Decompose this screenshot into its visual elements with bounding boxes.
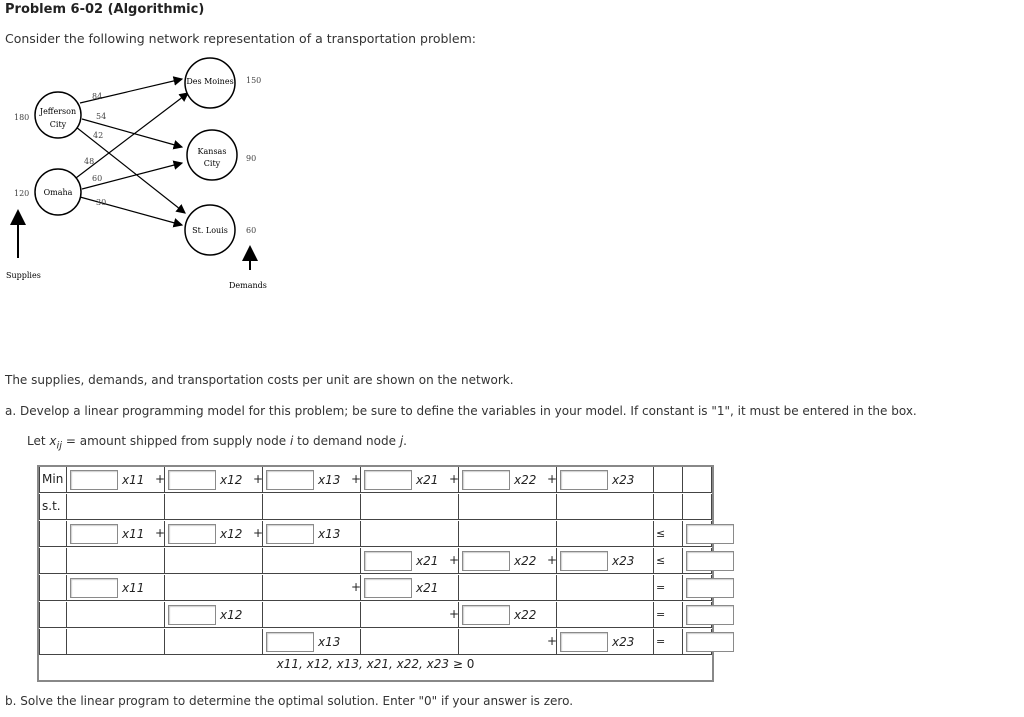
var-label-x13: x13 — [318, 527, 341, 541]
node-kansas-label1: Kansas — [197, 147, 227, 156]
rhs-input[interactable] — [686, 551, 734, 571]
coef-input-x11[interactable] — [70, 524, 118, 544]
lp-cell — [654, 494, 683, 520]
lp-cell — [165, 494, 263, 520]
coef-input-x12[interactable] — [168, 524, 216, 544]
supply-jefferson: 180 — [14, 113, 30, 122]
coef-input-x23[interactable] — [560, 632, 608, 652]
plus-sign: + — [449, 472, 460, 486]
min-label: Min — [42, 472, 64, 486]
lp-cell — [67, 629, 165, 655]
lp-cell — [557, 575, 654, 601]
lp-cell — [263, 548, 361, 574]
demands-label: Demands — [229, 281, 267, 290]
coef-input-x13[interactable] — [266, 470, 314, 490]
var-label-x11: x11 — [122, 473, 145, 487]
let-prefix: Let — [27, 434, 50, 448]
demand-kansas: 90 — [246, 154, 257, 163]
coef-input-x22[interactable] — [462, 551, 510, 571]
lp-model-table — [37, 465, 714, 682]
lp-cell — [557, 602, 654, 628]
constraint-supply-jefferson — [39, 521, 712, 548]
coef-input-x23[interactable] — [560, 470, 608, 490]
lp-cell — [654, 467, 683, 493]
lp-cell — [683, 494, 712, 520]
plus-sign: + — [253, 472, 264, 486]
constraint-demand-desmoines — [39, 575, 712, 602]
st-row — [39, 494, 712, 521]
coef-input-x23[interactable] — [560, 551, 608, 571]
plus-sign: + — [351, 472, 362, 486]
node-jefferson-label1: Jefferson — [39, 107, 77, 116]
plus-sign: + — [449, 607, 460, 621]
node-jefferson-label2: City — [49, 120, 67, 129]
lp-cell — [459, 575, 557, 601]
lp-cell — [263, 494, 361, 520]
let-sub: ij — [56, 440, 63, 452]
supplies-label: Supplies — [6, 271, 41, 280]
let-end: . — [403, 434, 407, 448]
coef-input-x12[interactable] — [168, 470, 216, 490]
var-label-x23: x23 — [612, 473, 635, 487]
st-label: s.t. — [42, 499, 61, 513]
plus-sign: + — [351, 580, 362, 594]
nonneg-ge: ≥ 0 — [452, 657, 475, 671]
var-label-x23: x23 — [612, 635, 635, 649]
lp-cell — [361, 629, 459, 655]
plus-sign: + — [155, 526, 166, 540]
lp-cell — [361, 494, 459, 520]
rhs-input[interactable] — [686, 632, 734, 652]
lp-cell — [557, 494, 654, 520]
lp-cell — [67, 602, 165, 628]
lp-cell — [39, 629, 67, 655]
lp-cell — [165, 629, 263, 655]
let-j: j — [399, 434, 404, 448]
let-i: i — [289, 434, 294, 448]
objective-row — [39, 467, 712, 494]
var-label-x22: x22 — [514, 554, 537, 568]
equal-sign: = — [656, 608, 666, 621]
var-label-x21: x21 — [416, 581, 439, 595]
lp-cell — [459, 494, 557, 520]
problem-title: Problem 6-02 (Algorithmic) — [5, 2, 205, 17]
var-label-x12: x12 — [220, 473, 243, 487]
coef-input-x13[interactable] — [266, 632, 314, 652]
var-label-x21: x21 — [416, 473, 439, 487]
let-mid2: to demand node — [293, 434, 400, 448]
coef-input-x22[interactable] — [462, 470, 510, 490]
node-omaha-label: Omaha — [43, 188, 73, 197]
var-label-x21: x21 — [416, 554, 439, 568]
lp-cell — [165, 575, 263, 601]
intro-text: Consider the following network representation of a transportation problem: — [5, 31, 476, 46]
node-desmoines-label: Des Moines — [186, 77, 234, 86]
plus-sign: + — [547, 634, 558, 648]
lp-cell — [557, 521, 654, 547]
nonnegativity-constraint — [39, 657, 712, 671]
cost-c13: 42 — [93, 131, 104, 140]
part-b-instructions: b. Solve the linear program to determine the optimal solution. Enter "0" if your answer is zero. — [5, 694, 574, 708]
coef-input-x22[interactable] — [462, 605, 510, 625]
coef-input-x21[interactable] — [364, 551, 412, 571]
nonneg-vars: x11, x12, x13, x21, x22, x23 — [276, 657, 450, 671]
coef-input-x12[interactable] — [168, 605, 216, 625]
lp-cell — [67, 494, 165, 520]
var-label-x12: x12 — [220, 527, 243, 541]
node-kansas-label2: City — [203, 159, 221, 168]
cost-c23: 30 — [96, 198, 107, 207]
variable-definition — [27, 434, 407, 451]
cost-c12: 54 — [96, 112, 107, 121]
plus-sign: + — [547, 472, 558, 486]
coef-input-x21[interactable] — [364, 470, 412, 490]
lp-cell — [39, 521, 67, 547]
less-equal-sign: ≤ — [656, 554, 666, 567]
var-label-x23: x23 — [612, 554, 635, 568]
let-var: x — [49, 434, 57, 448]
var-label-x22: x22 — [514, 473, 537, 487]
rhs-input[interactable] — [686, 578, 734, 598]
cost-c21: 48 — [84, 157, 95, 166]
lp-cell — [39, 602, 67, 628]
lp-cell — [39, 575, 67, 601]
lp-cell — [459, 629, 557, 655]
lp-cell — [263, 575, 361, 601]
plus-sign: + — [155, 472, 166, 486]
lp-cell — [39, 548, 67, 574]
constraint-supply-omaha — [39, 548, 712, 575]
network-diagram — [0, 55, 300, 300]
supply-omaha: 120 — [14, 189, 30, 198]
lp-cell — [263, 602, 361, 628]
demand-stlouis: 60 — [246, 226, 257, 235]
less-equal-sign: ≤ — [656, 527, 666, 540]
var-label-x13: x13 — [318, 473, 341, 487]
coef-input-x11[interactable] — [70, 470, 118, 490]
plus-sign: + — [253, 526, 264, 540]
constraint-demand-kansas — [39, 602, 712, 629]
constraint-demand-stlouis — [39, 629, 712, 656]
cost-c22: 60 — [92, 174, 103, 183]
plus-sign: + — [547, 553, 558, 567]
rhs-input[interactable] — [686, 524, 734, 544]
lp-cell — [683, 467, 712, 493]
part-a-instructions: a. Develop a linear programming model for this problem; be sure to define the variables in your model. If constant is "1", it must be entered in the box. — [5, 404, 917, 418]
equal-sign: = — [656, 635, 666, 648]
supplies-description: The supplies, demands, and transportation costs per unit are shown on the network. — [5, 373, 514, 387]
coef-input-x13[interactable] — [266, 524, 314, 544]
node-stlouis-label: St. Louis — [192, 226, 228, 235]
lp-cell — [67, 548, 165, 574]
coef-input-x21[interactable] — [364, 578, 412, 598]
lp-cell — [459, 521, 557, 547]
lp-cell — [361, 521, 459, 547]
demand-desmoines: 150 — [246, 76, 262, 85]
var-label-x11: x11 — [122, 581, 145, 595]
rhs-input[interactable] — [686, 605, 734, 625]
equal-sign: = — [656, 581, 666, 594]
coef-input-x11[interactable] — [70, 578, 118, 598]
var-label-x22: x22 — [514, 608, 537, 622]
var-label-x13: x13 — [318, 635, 341, 649]
var-label-x11: x11 — [122, 527, 145, 541]
let-mid: = amount shipped from supply node — [62, 434, 290, 448]
cost-c11: 84 — [92, 92, 103, 101]
var-label-x12: x12 — [220, 608, 243, 622]
lp-cell — [361, 602, 459, 628]
lp-cell — [165, 548, 263, 574]
plus-sign: + — [449, 553, 460, 567]
